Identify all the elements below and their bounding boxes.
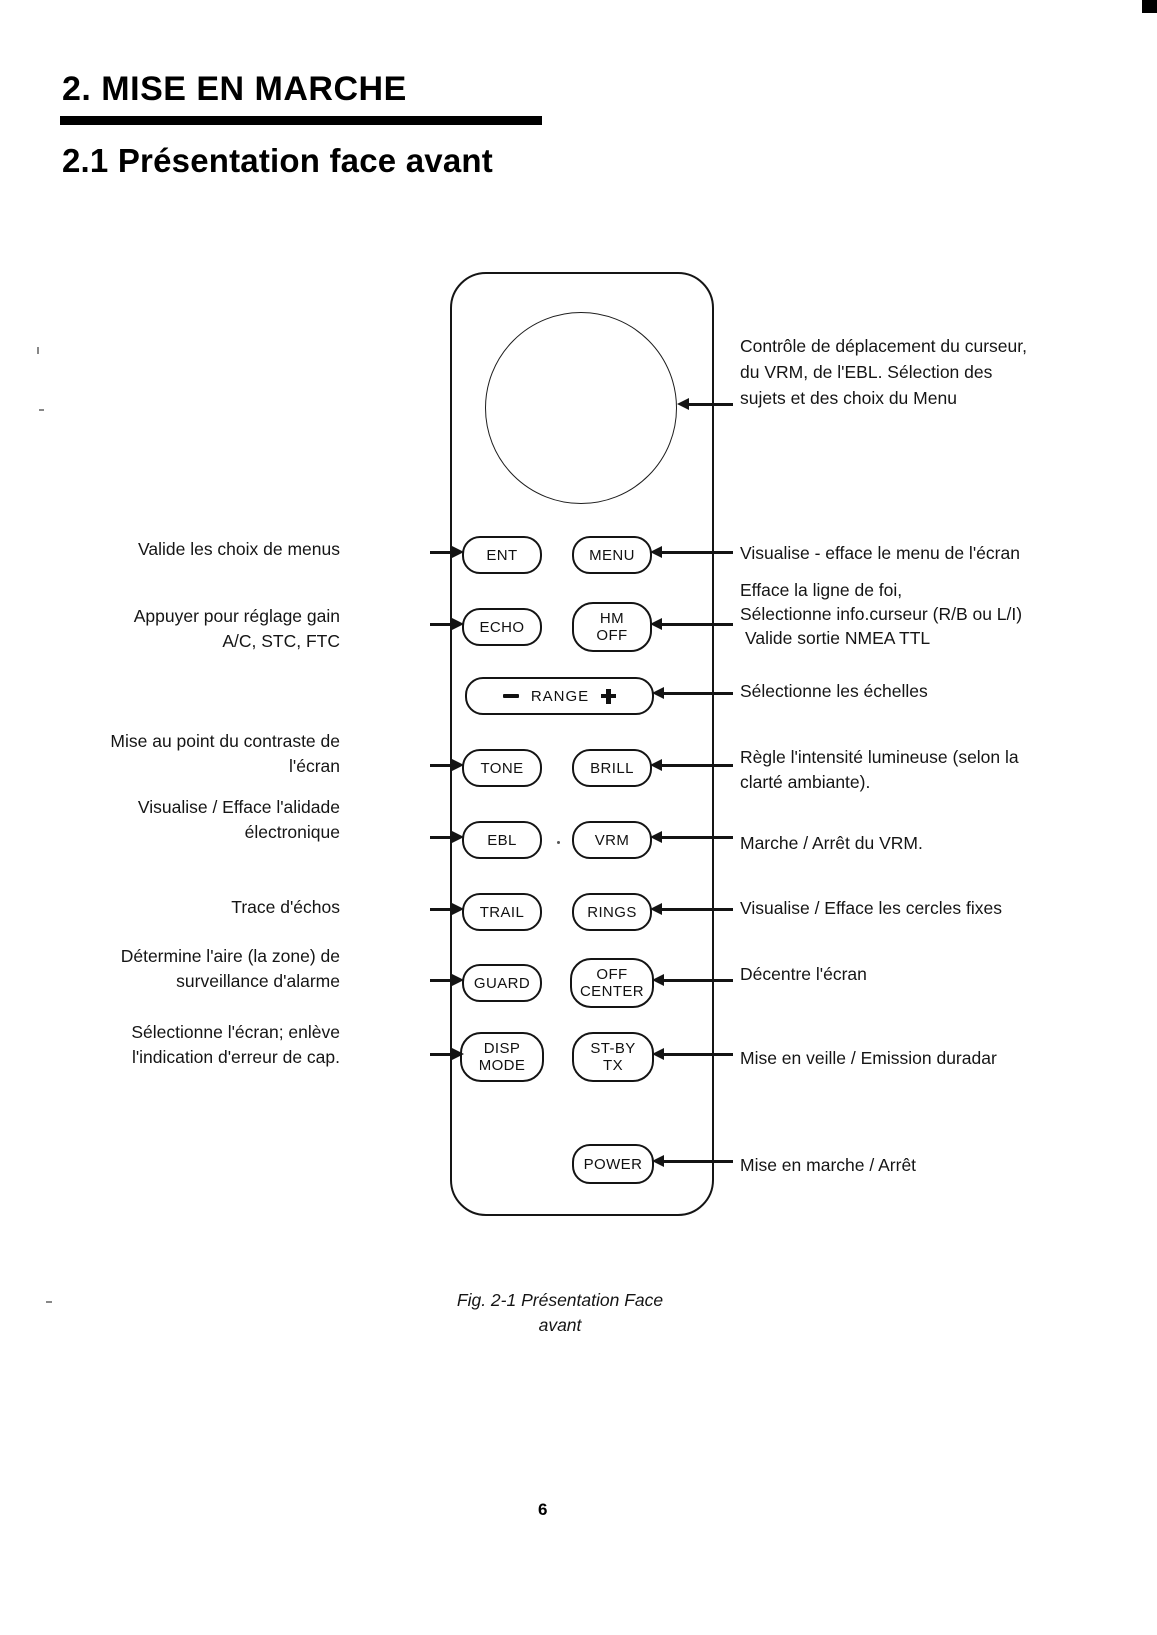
section-title-rule [60,116,542,125]
annotation-line: Trace d'échos [231,897,340,917]
annotation-line: Détermine l'aire (la zone) de [120,946,340,966]
pointer-arrow-guard [430,974,464,987]
pointer-arrow-stby-tx [652,1048,733,1061]
button-range: RANGE [465,677,654,715]
button-disp-mode: DISP MODE [460,1032,544,1082]
button-tone: TONE [462,749,542,787]
button-stby-tx: ST-BY TX [572,1032,654,1082]
button-guard: GUARD [462,964,542,1002]
annotation-line: Visualise - efface le menu de l'écran [740,543,1020,563]
figure-caption [420,1288,700,1338]
annotation-line: Sélectionne info.curseur (R/B ou L/I) [740,604,1023,624]
annotation-vrm [740,831,1150,856]
annotation-trackball [740,333,1150,411]
annotation-line: l'indication d'erreur de cap. [131,1047,340,1067]
pointer-arrow-echo [430,618,464,631]
pointer-arrow-range [652,687,733,700]
annotation-line: Efface la ligne de foi, [740,580,903,600]
annotation-range [740,679,1150,704]
range-plus-icon [601,689,616,704]
scan-speck [46,1301,52,1303]
pointer-arrow-ebl [430,831,464,844]
button-hm-off: HM OFF [572,602,652,652]
annotation-line: Valide sortie NMEA TTL [745,628,931,648]
annotation-line: Contrôle de déplacement du curseur, [740,336,1027,356]
pointer-arrow-power [652,1155,733,1168]
pointer-arrow-trail [430,903,464,916]
subsection-title: 2.1 Présentation face avant [62,142,493,179]
scan-speck [37,347,39,354]
annotation-brill [740,745,1150,795]
pointer-arrow-menu [650,546,733,559]
pointer-arrow-off-center [652,974,733,987]
annotation-line: Appuyer pour réglage gain [133,606,340,626]
pointer-arrow-rings [650,903,733,916]
annotation-line: Visualise / Efface l'alidade [137,797,340,817]
button-ebl: EBL [462,821,542,859]
annotation-hm-off [740,578,1157,650]
button-rings: RINGS [572,893,652,931]
scan-corner-mark [1142,0,1157,13]
button-echo: ECHO [462,608,542,646]
annotation-trail [80,895,340,920]
annotation-disp-mode [80,1020,340,1070]
annotation-line: A/C, STC, FTC [222,631,340,651]
annotation-line: l'écran [288,756,340,776]
button-off-center: OFF CENTER [570,958,654,1008]
pointer-arrow-brill [650,759,733,772]
annotation-tone [80,729,340,779]
button-power: POWER [572,1144,654,1184]
figure-caption-line: avant [538,1315,582,1335]
pointer-arrow-tone [430,759,464,772]
annotation-line: Décentre l'écran [740,964,867,984]
scan-speck [39,409,44,411]
annotation-line: Mise en veille / Emission duradar [740,1048,997,1068]
annotation-line: Marche / Arrêt du VRM. [740,833,923,853]
button-trail: TRAIL [462,893,542,931]
pointer-arrow-disp-mode [430,1048,464,1061]
page-number: 6 [538,1500,548,1519]
annotation-line: Mise au point du contraste de [110,731,340,751]
button-vrm: VRM [572,821,652,859]
annotation-line: électronique [244,822,340,842]
annotation-line: du VRM, de l'EBL. Sélection des [740,362,993,382]
annotation-line: sujets et des choix du Menu [740,388,957,408]
annotation-off-center [740,962,1150,987]
pointer-arrow-hm-off [650,618,733,631]
annotation-menu [740,541,1150,566]
annotation-line: Mise en marche / Arrêt [740,1155,917,1175]
annotation-echo [80,604,340,654]
annotation-line: Valide les choix de menus [137,539,340,559]
scan-speck [557,841,560,844]
figure-caption-line: Fig. 2-1 Présentation Face [456,1290,664,1310]
annotation-line: Règle l'intensité lumineuse (selon la [740,747,1019,767]
annotation-rings [740,896,1150,921]
annotation-line: Sélectionne les échelles [740,681,928,701]
range-minus-icon [503,694,519,699]
annotation-stby-tx [740,1046,1150,1071]
trackball-icon [485,312,677,504]
pointer-arrow-trackball [677,398,733,411]
pointer-arrow-ent [430,546,464,559]
annotation-line: surveillance d'alarme [176,971,340,991]
pointer-arrow-vrm [650,831,733,844]
annotation-line: Visualise / Efface les cercles fixes [740,898,1002,918]
annotation-power [740,1153,1150,1178]
section-title: 2. MISE EN MARCHE [62,70,407,108]
annotation-guard [80,944,340,994]
button-ent: ENT [462,536,542,574]
annotation-ebl [80,795,340,845]
annotation-line: clarté ambiante). [740,772,871,792]
annotation-line: Sélectionne l'écran; enlève [131,1022,340,1042]
button-brill: BRILL [572,749,652,787]
annotation-ent [80,537,340,562]
button-menu: MENU [572,536,652,574]
